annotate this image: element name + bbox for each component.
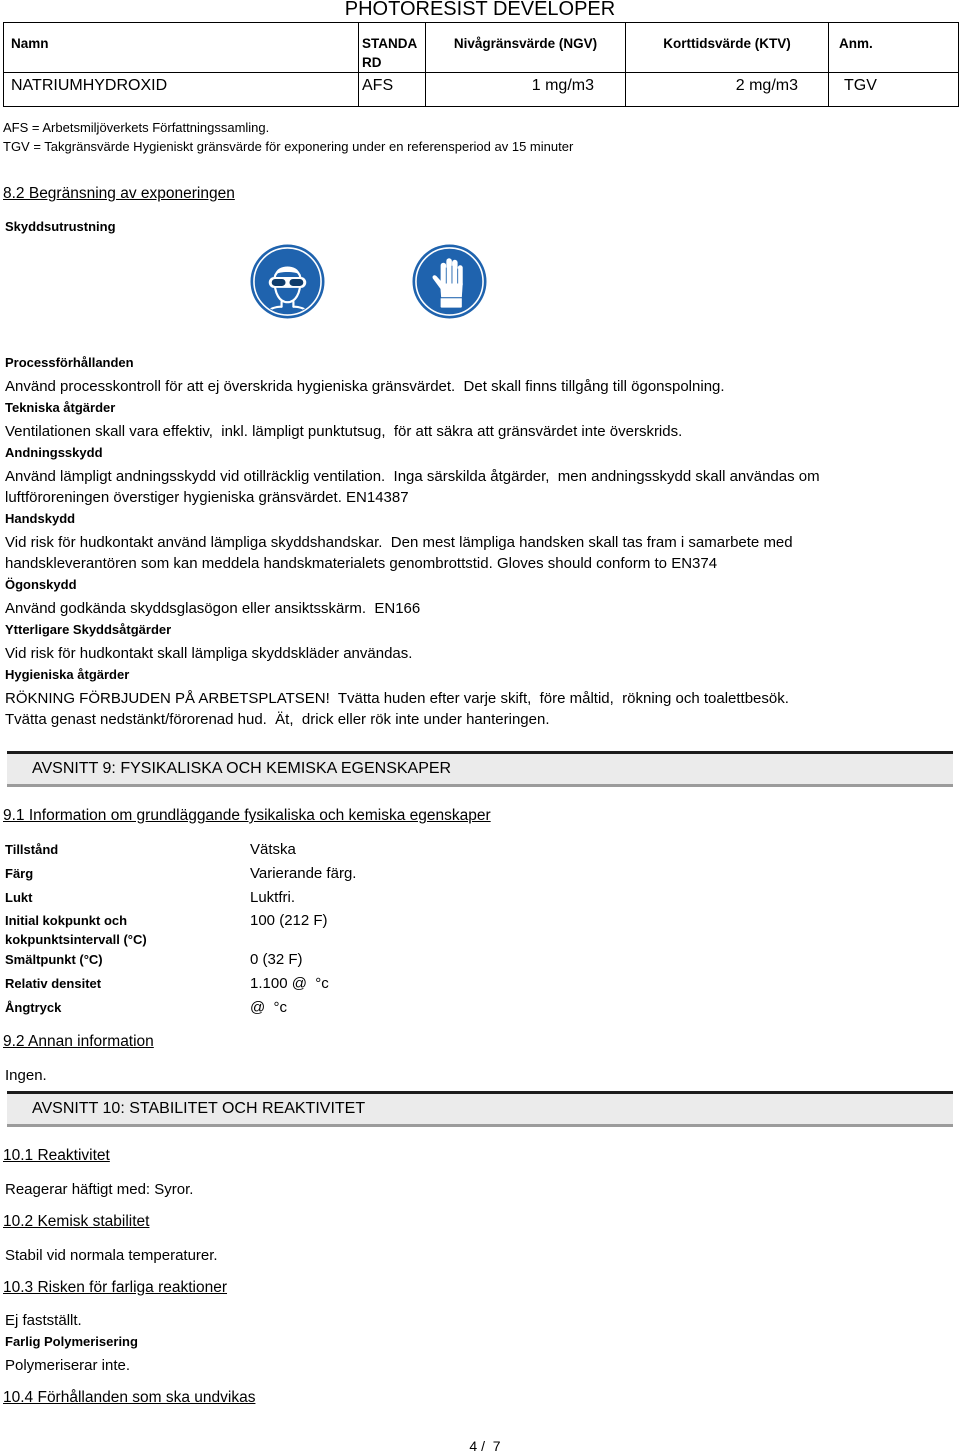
section-10-2-heading: 10.2 Kemisk stabilitet [3, 1213, 150, 1230]
block-line: Ventilationen skall vara effektiv, inkl. lämpligt punktutsug, för att säkra att gränsvärdet inte överskrids. [5, 423, 683, 440]
block-line: luftföroreningen överstiger hygieniska gränsvärdet. EN14387 [5, 489, 409, 506]
section-9-1-heading: 9.1 Information om grundläggande fysikaliska och kemiska egenskaper [3, 807, 491, 824]
section-10-3-text: Ej fastställt. [5, 1312, 82, 1329]
block-label-respiratory: Andningsskydd [5, 445, 103, 460]
property-label: Lukt [5, 890, 33, 905]
property-value: @ °c [250, 999, 288, 1016]
section-10-1-heading: 10.1 Reaktivitet [3, 1147, 110, 1164]
property-row [0, 911, 960, 947]
protective-gloves-icon [412, 244, 487, 319]
header-standard-line2: RD [362, 55, 382, 70]
section-8-2-heading: 8.2 Begränsning av exponeringen [3, 185, 235, 202]
property-value: Vätska [250, 841, 296, 858]
section-10-4-heading: 10.4 Förhållanden som ska undvikas [3, 1389, 256, 1406]
property-row [0, 864, 960, 883]
property-label: Tillstånd [5, 842, 59, 857]
protective-equipment-label: Skyddsutrustning [5, 219, 116, 234]
header-name: Namn [4, 23, 359, 73]
cell-substance-name: NATRIUMHYDROXID [4, 73, 359, 107]
property-label: Ångtryck [5, 1000, 62, 1015]
property-label: Relativ densitet [5, 976, 102, 991]
block-line: Vid risk för hudkontakt skall lämpliga skyddskläder användas. [5, 645, 413, 662]
footnote-afs: AFS = Arbetsmiljöverkets Författningssamling. [3, 120, 270, 135]
block-label-eye: Ögonskydd [5, 577, 77, 592]
header-ngv: Nivågränsvärde (NGV) [426, 23, 626, 73]
block-label-hand: Handskydd [5, 511, 76, 526]
block-line: RÖKNING FÖRBJUDEN PÅ ARBETSPLATSEN! Tvätta huden efter varje skift, före måltid, rökning och toalettbesök. [5, 690, 789, 707]
section-10-2-text: Stabil vid normala temperaturer. [5, 1247, 218, 1264]
section-9-2-heading: 9.2 Annan information [3, 1033, 154, 1050]
cell-ngv: 1 mg/m3 [426, 73, 626, 107]
cell-standard: AFS [359, 73, 426, 107]
header-remark: Anm. [829, 23, 959, 73]
hazardous-polymerization-text: Polymeriserar inte. [5, 1357, 131, 1374]
property-label: Färg [5, 866, 34, 881]
header-ktv: Korttidsvärde (KTV) [626, 23, 829, 73]
property-row [0, 840, 960, 859]
property-row [0, 950, 960, 969]
page-number: 4 / 7 [469, 1438, 501, 1454]
property-value: 0 (32 F) [250, 951, 303, 968]
block-label-additional: Ytterligare Skyddsåtgärder [5, 622, 172, 637]
header-standard [359, 23, 426, 73]
table-header-row [4, 23, 959, 73]
document-title: PHOTORESIST DEVELOPER [344, 0, 616, 20]
block-line: Använd lämpligt andningsskydd vid otillräcklig ventilation. Inga särskilda åtgärder, men andningsskydd skall användas om [5, 468, 820, 485]
property-row [0, 998, 960, 1017]
footnote-tgv: TGV = Takgränsvärde Hygieniskt gränsvärde för exponering under en referensperiod av 15 minuter [3, 139, 574, 154]
property-row [0, 888, 960, 907]
table-row [4, 73, 959, 107]
property-label: Smältpunkt (°C) [5, 952, 103, 967]
property-label: Initial kokpunkt och kokpunktsintervall (°C) [5, 913, 147, 947]
block-label-process: Processförhållanden [5, 355, 134, 370]
block-line: Använd godkända skyddsglasögon eller ansiktsskärm. EN166 [5, 600, 421, 617]
property-value: 1.100 @ °c [250, 975, 329, 992]
section-10-bar: AVSNITT 10: STABILITET OCH REAKTIVITET [7, 1091, 953, 1127]
eye-protection-goggles-icon [250, 244, 325, 319]
section-10-3-heading: 10.3 Risken för farliga reaktioner [3, 1279, 228, 1296]
section-9-bar: AVSNITT 9: FYSIKALISKA OCH KEMISKA EGENSKAPER [7, 751, 953, 787]
block-line: Använd processkontroll för att ej överskrida hygieniska gränsvärdet. Det skall finns tillgång till ögonspolning. [5, 378, 725, 395]
block-label-hygiene: Hygieniska åtgärder [5, 667, 130, 682]
property-value: Luktfri. [250, 889, 296, 906]
section-10-1-text: Reagerar häftigt med: Syror. [5, 1181, 194, 1198]
header-standard-line1: STANDA [362, 36, 418, 51]
block-line: handskleverantören som kan meddela handskmaterialets genombrottstid. Gloves should conform to EN374 [5, 555, 718, 572]
block-line: Vid risk för hudkontakt använd lämpliga skyddshandskar. Den mest lämpliga handsken skall tas fram i samarbete med [5, 534, 793, 551]
block-label-technical: Tekniska åtgärder [5, 400, 116, 415]
property-value: 100 (212 F) [250, 912, 328, 929]
cell-remark: TGV [829, 73, 959, 107]
cell-ktv: 2 mg/m3 [626, 73, 829, 107]
property-row [0, 974, 960, 993]
block-line: Tvätta genast nedstänkt/förorenad hud. Ät, drick eller rök inte under hanteringen. [5, 711, 550, 728]
section-9-2-text: Ingen. [5, 1067, 47, 1084]
exposure-limits-table [3, 22, 959, 107]
hazardous-polymerization-label: Farlig Polymerisering [5, 1334, 138, 1349]
property-value: Varierande färg. [250, 865, 357, 882]
exposure-control-blocks [5, 352, 955, 730]
